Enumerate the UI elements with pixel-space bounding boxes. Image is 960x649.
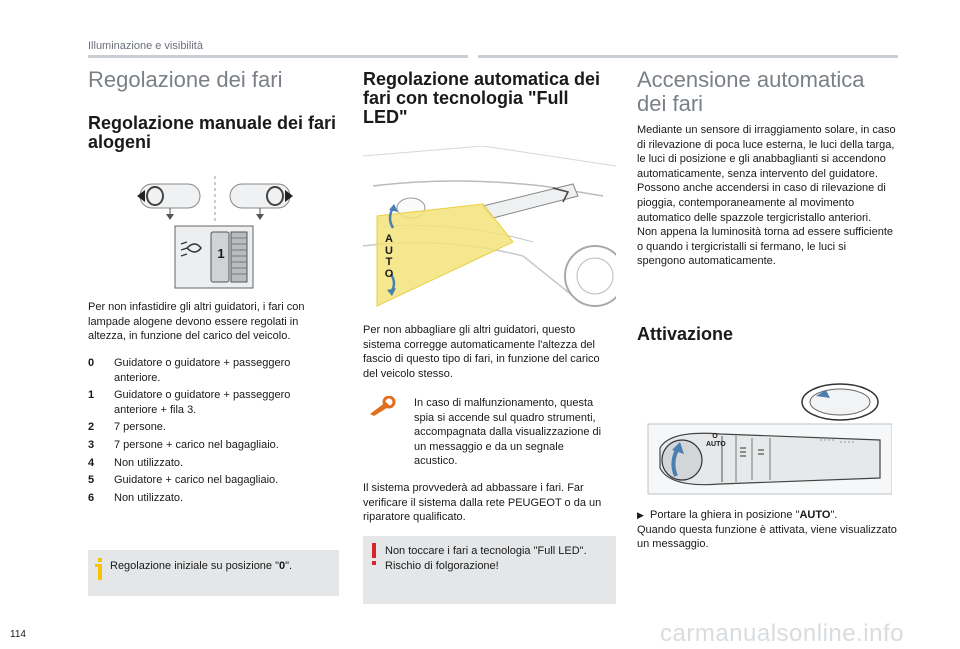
activation-step: ▶ Portare la ghiera in posizione "AUTO". Quando questa funzione è attivata, viene visualizzato un messaggio. (637, 509, 897, 551)
col2-title: Regolazione automatica dei fari con tecnologia "Full LED" (363, 69, 601, 127)
col2-intro: Per non abbagliare gli altri guidatori, questo sistema corregge automaticamente l'altezza del fascio di questo tipo di fari, in funzione del carico del veicolo stesso. (363, 324, 600, 380)
warning-note-text: Non toccare i fari a tecnologia "Full LED". Rischio di folgorazione! (385, 545, 587, 572)
auto-vertical-label: A U T O (384, 233, 394, 280)
col1-subtitle: Regolazione manuale dei fari alogeni (88, 113, 337, 152)
headlamp-adjust-illustration (135, 176, 300, 292)
full-led-headlamp-illustration (363, 146, 616, 314)
info-note-box (88, 550, 339, 596)
step-arrow-icon: ▶ (637, 510, 644, 520)
list-item: 5 Guidatore + carico nel bagagliaio. (88, 474, 279, 487)
service-text: Il sistema provvederà ad abbassare i fari. Far verificare il sistema dalla rete PEUGEOT o da un riparatore qualificato. (363, 482, 602, 524)
list-item: 4 Non utilizzato. (88, 456, 184, 469)
stalk-position-labels: O AUTO (706, 433, 726, 448)
list-item: 1 Guidatore o guidatore + passeggero anteriore + fila 3. (88, 389, 291, 416)
col1-intro: Per non infastidire gli altri guidatori, i fari con lampade alogene devono essere regolati in altezza, in funzione del carico del veicolo. (88, 301, 305, 343)
list-item: 2 7 persone. (88, 421, 166, 434)
steering-wheel-icon (137, 184, 200, 220)
col1-title: Regolazione dei fari (88, 67, 283, 92)
exclamation-icon (370, 543, 378, 565)
list-item: 6 Non utilizzato. (88, 491, 184, 504)
list-item: 3 7 persone + carico nel bagagliaio. (88, 438, 279, 451)
steering-wheel-icon (230, 184, 293, 220)
page-number: 114 (10, 629, 26, 640)
header-rule-left (88, 55, 468, 58)
col3-title: Accensione automatica dei fari (637, 67, 865, 116)
fault-warning-icon (368, 396, 396, 416)
fault-text: In caso di malfunzionamento, questa spia si accende sul quadro strumenti, accompagnata dalla visualizzazione di un messaggio e da un segnale acustico. (414, 397, 602, 468)
activation-title: Attivazione (637, 324, 734, 344)
lighting-stalk-illustration (640, 378, 892, 498)
info-note-text: Regolazione iniziale su posizione "0". (110, 560, 293, 572)
list-item: 0 Guidatore o guidatore + passeggero anteriore. (88, 357, 291, 384)
col3-intro: Mediante un sensore di irraggiamento solare, in caso di rilevazione di poca luce esterna, le luci della targa, le luci di posizione e gli anabbaglianti si accendono automaticamente, senza intervento del guidatore. Possono anche accendersi in caso di rilevazione di pioggia, contemporaneamente al movimento automatico delle spazzole tergicristallo anteriori. Non appena la luminosità torna ad essere sufficiente o quando i tergicristalli si fermano, le luci si spengono automaticamente. (637, 124, 896, 268)
warning-note-box (363, 536, 616, 604)
load-position-list (88, 356, 333, 508)
section-header: Illuminazione e visibilità (88, 40, 203, 52)
watermark: carmanualsonline.info (660, 620, 904, 647)
header-rule-right (478, 55, 898, 58)
dial-position-label: 1 (217, 246, 225, 261)
steering-wheel-icon (790, 382, 890, 426)
info-icon (94, 558, 106, 580)
